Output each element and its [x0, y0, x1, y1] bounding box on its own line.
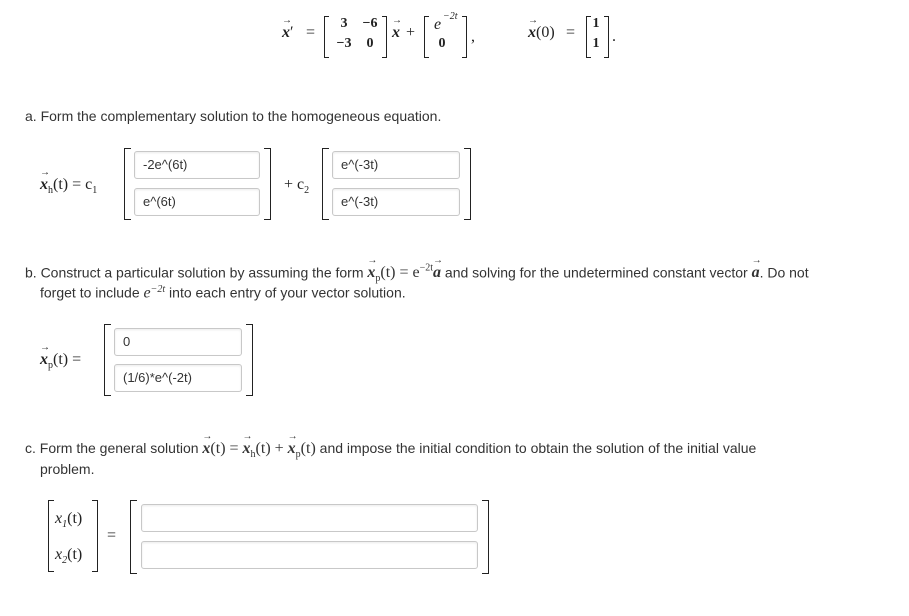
- matrix-left-bracket: [324, 16, 329, 58]
- part-c-rhs-left-bracket: [130, 500, 137, 574]
- equals-sign: =: [306, 24, 316, 41]
- x-prime-lhs: → x′: [282, 24, 294, 42]
- problem-equation: [282, 11, 622, 62]
- forcing-right-bracket: [462, 16, 467, 58]
- part-c-equals: =: [107, 527, 117, 544]
- part-a-v2-top-input[interactable]: e^(-3t): [332, 151, 460, 179]
- part-a-v1-left-bracket: [124, 148, 131, 220]
- part-c-top-input[interactable]: [141, 504, 478, 532]
- ic-bottom: 1: [592, 36, 600, 51]
- part-a-v1-top-input[interactable]: -2e^(6t): [134, 151, 260, 179]
- matrix-a21: −3: [336, 36, 352, 51]
- matrix-a11: 3: [340, 16, 348, 31]
- part-c-prompt-line2: problem.: [40, 461, 95, 477]
- part-c-rhs-right-bracket: [482, 500, 489, 574]
- part-a-v1-bottom-input[interactable]: e^(6t): [134, 188, 260, 216]
- part-a-prompt: a. Form the complementary solution to the homogeneous equation.: [25, 108, 442, 124]
- part-b-lhs: → $x_p(t)$ =: [40, 351, 81, 371]
- part-a-v2-left-bracket: [322, 148, 329, 220]
- part-b-bottom-input[interactable]: (1/6)*e^(-2t): [114, 364, 242, 392]
- part-c-x2: $x_2(t)$: [55, 546, 83, 567]
- period: .: [612, 28, 616, 45]
- matrix-a22: 0: [366, 36, 374, 51]
- matrix-right-bracket: [382, 16, 387, 58]
- forcing-bottom: 0: [438, 36, 446, 51]
- ic-top: 1: [592, 16, 600, 31]
- part-b-right-bracket: [246, 324, 253, 396]
- x-vector: → x: [392, 24, 400, 42]
- part-b-prompt-line2: forget to include $e^{-2t}$ into each entry of your vector solution.: [40, 284, 406, 302]
- part-a-v2-bottom-input[interactable]: e^(-3t): [332, 188, 460, 216]
- part-c-bottom-input[interactable]: [141, 541, 478, 569]
- forcing-left-bracket: [424, 16, 429, 58]
- matrix-a12: −6: [362, 16, 378, 31]
- part-a-c2: + $c_2$: [284, 176, 310, 197]
- forcing-top-base: e: [434, 16, 442, 33]
- part-a-lhs: → $x_h(t) = c_1$: [40, 176, 97, 196]
- part-b-top-input[interactable]: 0: [114, 328, 242, 356]
- part-b-left-bracket: [104, 324, 111, 396]
- part-c-lhs-left-bracket: [48, 500, 54, 572]
- initial-condition-lhs: → x(0): [528, 24, 555, 42]
- part-c-x1: $x_1(t)$: [55, 510, 83, 531]
- part-c-lhs-right-bracket: [92, 500, 98, 572]
- part-a-v2-right-bracket: [464, 148, 471, 220]
- forcing-top-exp: −2t: [443, 11, 458, 22]
- comma: ,: [471, 28, 475, 45]
- part-a-v1-right-bracket: [264, 148, 271, 220]
- plus-sign: +: [406, 24, 416, 41]
- ic-right-bracket: [604, 16, 609, 58]
- ic-equals: =: [566, 24, 576, 41]
- part-b-prompt-line1: b. Construct a particular solution by assuming the form → $x_p(t) = e^{-2t}\to a$ and solving for the undetermined constant vector → a. Do not: [25, 263, 809, 285]
- part-c-prompt-line1: c. Form the general solution → x(t) = → $x_h(t)$ + → $x_p(t)$ and impose the initial condition to obtain the solution of the initial value: [25, 440, 756, 460]
